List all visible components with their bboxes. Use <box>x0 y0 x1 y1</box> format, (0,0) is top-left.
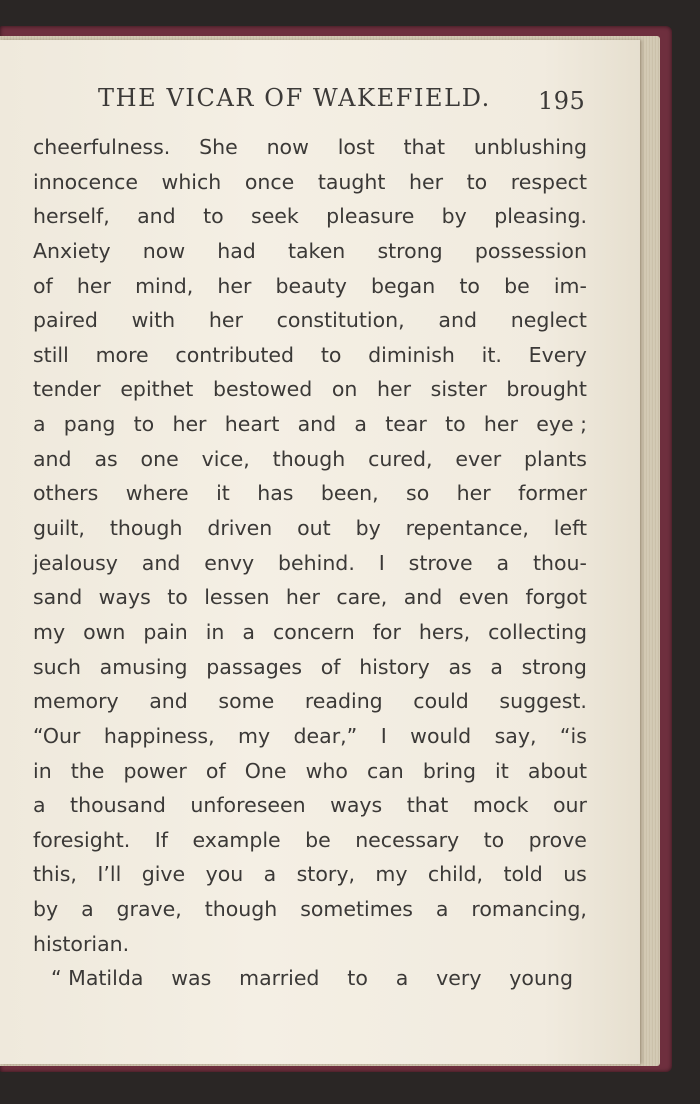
word: a <box>33 793 46 818</box>
word: can <box>366 758 404 783</box>
word: eye ; <box>536 412 587 437</box>
word: as <box>94 446 118 471</box>
word: now <box>142 238 186 263</box>
text-line <box>33 650 587 685</box>
text-line <box>33 476 587 511</box>
word: would <box>410 723 472 748</box>
text-line <box>33 303 587 338</box>
word: such <box>33 654 81 679</box>
word: her <box>456 481 491 506</box>
word: to <box>483 827 505 852</box>
word: taken <box>287 238 346 263</box>
word: foresight. <box>33 827 131 852</box>
word: ways <box>98 585 151 610</box>
text-line <box>33 269 587 304</box>
word: jealousy <box>33 550 118 575</box>
word: told <box>503 862 543 887</box>
text-line <box>33 338 587 373</box>
word: suggest. <box>499 689 587 714</box>
word: strong <box>377 238 443 263</box>
word: lost <box>337 135 375 159</box>
word: cheerfulness. <box>33 135 171 159</box>
word: example <box>192 827 281 852</box>
word: her <box>483 412 518 437</box>
word: on <box>331 377 358 402</box>
word: possession <box>474 238 587 263</box>
word: and <box>438 308 477 333</box>
word: beauty <box>275 273 347 298</box>
word: diminish <box>368 342 455 367</box>
word: sister <box>430 377 487 402</box>
word: She <box>199 135 238 159</box>
word: you <box>205 862 244 887</box>
word: memory <box>33 689 119 714</box>
word: a <box>395 966 409 991</box>
word: by <box>441 204 467 229</box>
word: ever <box>455 446 502 471</box>
word: power <box>123 758 187 783</box>
word: cured, <box>368 446 433 471</box>
word: my <box>375 862 408 887</box>
word: though <box>109 516 183 541</box>
word: a <box>490 654 503 679</box>
word: brought <box>506 377 587 402</box>
word: unforeseen <box>190 793 306 818</box>
word: neglect <box>510 308 587 333</box>
word: dear,” <box>293 723 358 748</box>
text-line <box>33 788 587 823</box>
word: sand <box>33 585 83 610</box>
word: romancing, <box>471 897 587 922</box>
word: own <box>83 619 126 644</box>
word: a <box>263 862 277 887</box>
word: be <box>504 273 530 298</box>
word: it <box>495 758 509 783</box>
word: to <box>320 342 342 367</box>
word: give <box>141 862 186 887</box>
text-line <box>33 407 587 442</box>
word: bestowed <box>212 377 313 402</box>
page-number: 195 <box>538 87 586 115</box>
word: been, <box>320 481 379 506</box>
word: our <box>552 793 587 818</box>
word: which <box>161 169 222 194</box>
word: left <box>553 516 587 541</box>
word: her <box>285 585 320 610</box>
word: with <box>131 308 176 333</box>
word: though <box>272 446 346 471</box>
word: plants <box>524 446 587 471</box>
text-line <box>33 961 573 996</box>
word: I <box>378 550 385 575</box>
word: young <box>509 966 573 991</box>
word: behind. <box>278 550 355 575</box>
word: mock <box>472 793 529 818</box>
text-line <box>33 580 587 615</box>
word: very <box>436 966 482 991</box>
word: grave, <box>116 897 182 922</box>
word: for <box>372 619 401 644</box>
word: my <box>238 723 271 748</box>
word: her <box>376 377 412 402</box>
word: hers, <box>418 619 471 644</box>
word: guilt, <box>33 516 85 541</box>
word: still <box>33 342 69 367</box>
word: innocence <box>33 169 138 194</box>
word: and <box>149 689 188 714</box>
word: and <box>137 204 176 229</box>
word: in <box>33 758 52 783</box>
word: history <box>359 654 430 679</box>
word: once <box>244 169 295 194</box>
text-line <box>33 892 587 927</box>
word: of <box>320 654 341 679</box>
word: collecting <box>488 619 587 644</box>
word: about <box>527 758 587 783</box>
word: this, <box>33 862 77 887</box>
word: child, <box>427 862 484 887</box>
word: and <box>403 585 443 610</box>
word: contributed <box>175 342 295 367</box>
word: a <box>354 412 367 437</box>
word: was <box>171 966 212 991</box>
word: and <box>297 412 337 437</box>
word: If <box>154 827 168 852</box>
word: necessary <box>355 827 460 852</box>
word: amusing <box>99 654 188 679</box>
word: I <box>380 723 387 748</box>
word: reading <box>304 689 383 714</box>
running-title: THE VICAR OF WAKEFIELD. <box>98 84 491 112</box>
word: even <box>458 585 510 610</box>
text-line <box>33 199 587 234</box>
word: as <box>448 654 472 679</box>
word: a <box>496 550 510 575</box>
word: story, <box>296 862 355 887</box>
word: herself, <box>33 204 110 229</box>
text-line <box>33 372 587 407</box>
word: Anxiety <box>33 238 111 263</box>
text-line <box>33 165 587 200</box>
word: lessen <box>204 585 270 610</box>
word: of <box>33 273 53 298</box>
word: ways <box>330 793 383 818</box>
word: so <box>406 481 430 506</box>
text-line <box>33 684 587 719</box>
word: pain <box>143 619 188 644</box>
text-line <box>33 857 587 892</box>
word: my <box>33 619 66 644</box>
word: though <box>204 897 278 922</box>
text-line <box>33 823 587 858</box>
word: married <box>239 966 320 991</box>
word: more <box>95 342 149 367</box>
word: in <box>205 619 225 644</box>
running-header <box>98 84 598 116</box>
word: forgot <box>525 585 587 610</box>
word: seek <box>251 204 299 229</box>
word: concern <box>272 619 355 644</box>
word: One <box>244 758 287 783</box>
word: driven <box>207 516 273 541</box>
word: Every <box>528 342 587 367</box>
word: a <box>435 897 449 922</box>
word: “is <box>559 723 587 748</box>
word: it <box>216 481 230 506</box>
word: sometimes <box>300 897 413 922</box>
text-line <box>33 754 587 789</box>
word: “ Matilda <box>51 966 144 991</box>
word: paired <box>33 308 98 333</box>
word: vice, <box>201 446 250 471</box>
word: tear <box>385 412 427 437</box>
word: a <box>81 897 94 922</box>
word: to <box>347 966 368 991</box>
word: and <box>141 550 181 575</box>
word: some <box>218 689 275 714</box>
text-line <box>33 442 587 477</box>
word: to <box>203 204 224 229</box>
word: us <box>563 862 587 887</box>
text-line <box>33 511 587 546</box>
word: her <box>172 412 207 437</box>
word: pleasure <box>326 204 415 229</box>
word: unblushing <box>473 135 587 159</box>
word: to <box>133 412 155 437</box>
word: could <box>413 689 469 714</box>
word: that <box>406 793 449 818</box>
text-line <box>33 234 587 269</box>
word: say, <box>494 723 537 748</box>
word: pang <box>63 412 116 437</box>
word: strong <box>521 654 587 679</box>
word: constitution, <box>276 308 405 333</box>
word: pleasing. <box>494 204 587 229</box>
word: and <box>33 446 72 471</box>
word: has <box>257 481 294 506</box>
word: repentance, <box>405 516 529 541</box>
word: to <box>445 412 466 437</box>
word: former <box>518 481 587 506</box>
word: bring <box>422 758 476 783</box>
word: taught <box>317 169 386 194</box>
word: respect <box>510 169 587 194</box>
word: the <box>70 758 105 783</box>
word: by <box>33 897 59 922</box>
word: by <box>355 516 381 541</box>
word: where <box>125 481 189 506</box>
word: envy <box>204 550 255 575</box>
word: now <box>266 135 309 159</box>
word: be <box>305 827 331 852</box>
word: others <box>33 481 99 506</box>
text-line <box>33 546 587 581</box>
word: one <box>140 446 179 471</box>
word: had <box>217 238 256 263</box>
word: historian. <box>33 931 130 956</box>
word: it. <box>481 342 502 367</box>
word: mind, <box>135 273 194 298</box>
word: that <box>403 135 446 159</box>
word: thousand <box>70 793 166 818</box>
word: her <box>76 273 111 298</box>
text-line <box>33 927 587 962</box>
word: out <box>297 516 331 541</box>
word: I’ll <box>97 862 122 887</box>
word: passages <box>206 654 303 679</box>
word: strove <box>408 550 473 575</box>
text-line <box>33 130 587 165</box>
word: to <box>466 169 488 194</box>
word: im- <box>553 273 587 298</box>
word: happiness, <box>103 723 215 748</box>
word: a <box>33 412 46 437</box>
word: to <box>459 273 480 298</box>
word: began <box>371 273 436 298</box>
word: her <box>409 169 444 194</box>
word: “Our <box>33 723 81 748</box>
word: epithet <box>120 377 194 402</box>
word: to <box>167 585 188 610</box>
body-text <box>33 130 587 996</box>
word: prove <box>528 827 587 852</box>
word: of <box>205 758 226 783</box>
word: care, <box>336 585 388 610</box>
word: thou- <box>532 550 587 575</box>
word: her <box>217 273 252 298</box>
word: tender <box>33 377 101 402</box>
word: her <box>208 308 243 333</box>
text-line <box>33 719 587 754</box>
word: a <box>242 619 255 644</box>
text-line <box>33 615 587 650</box>
word: who <box>305 758 348 783</box>
word: heart <box>224 412 280 437</box>
